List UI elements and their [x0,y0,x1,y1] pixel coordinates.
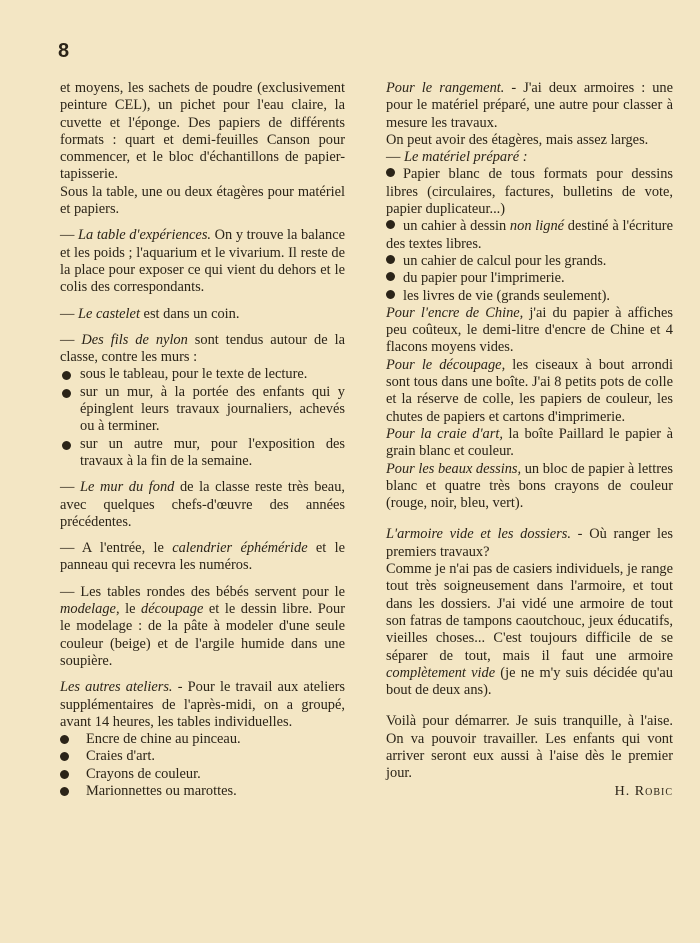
author-signature: H. Robic [614,783,673,799]
bullet-icon [386,255,395,264]
paragraph: Les autres ateliers. - Pour le travail aux ateliers supplémentaires de l'après-midi, on a groupé, avant 14 heures, les tables individuelles. [60,679,345,730]
paragraph: Pour le découpage, les ciseaux à bout arrondi sont tous dans une boîte. J'ai 8 petits pots de colle et la réserve de colle, les papiers de couleur, les chutes de papiers et cartons d'imprimerie. [386,356,674,425]
paragraph: — Le mur du fond de la classe reste très beau, avec quelques chefs-d'œuvre des années précédentes. [60,479,345,530]
bullet-icon [60,787,69,796]
bullet-icon [60,752,69,761]
paragraph: Pour la craie d'art, la boîte Paillard le papier à grain blanc et couleur. [386,425,673,460]
bullet-icon [386,272,395,281]
paragraph: — A l'entrée, le calendrier éphéméride et le panneau qui recevra les numéros. [60,540,346,574]
list-item: Craies d'art. [60,748,345,765]
list-item: Crayons de couleur. [60,766,345,783]
list-item: Marionnettes ou marottes. [60,783,345,800]
bullet-item: Papier blanc de tous formats pour dessins libres (circulaires, factures, bulletins de vote, papier duplicateur...) [386,166,673,218]
paragraph: Comme je n'ai pas de casiers individuels, je range tout très soigneusement dans l'armoire, et tout dans les dossiers. J'ai vidé une armoire de tout son fatras de tampons caoutchouc, jeux éducatifs, vieilles choses... C'est toujours difficile de se séparer de tout, mais il faut une armoire complètement vide (je ne m'y suis décidée qu'au bout de deux ans). [386,561,673,699]
paragraph: — Le matériel préparé : [386,149,528,166]
paragraph: Pour les beaux dessins, un bloc de papier à lettres blanc et quatre très bons crayons de couleur (rouge, noir, bleu, vert). [386,460,673,512]
bullet-item: sur un mur, à la portée des enfants qui y épinglent leurs travaux journaliers, achevés ou à terminer. [60,384,345,436]
bullet-icon [60,770,69,779]
page-number: 8 [58,40,70,62]
bullet-item: du papier pour l'imprimerie. [386,270,673,287]
bullet-item: les livres de vie (grands seulement). [386,288,673,305]
paragraph: — La table d'expériences. On y trouve la balance et les poids ; l'aquarium et le vivarium. Il reste de la place pour exposer ce qui vient du dehors et le colis des correspondants. [60,227,345,296]
bullet-icon [386,220,395,229]
paragraph: Pour l'encre de Chine, j'ai du papier à affiches peu coûteux, le demi-litre d'encre de Chine et 4 flacons moyens vides. [386,304,673,356]
paragraph: et moyens, les sachets de poudre (exclusivement peinture CEL), un pichet pour l'eau claire, la cuvette et l'éponge. Des papiers de différents formats : quart et demi-feuilles Canson pour commencer, et le bloc d'échantillons de papier-tapisserie. [60,80,345,183]
paragraph: On peut avoir des étagères, mais assez larges. [386,131,649,148]
paragraph: Voilà pour démarrer. Je suis tranquille, à l'aise. On va pouvoir travailler. Les enfants qui vont arriver seront eux aussi à l'aise dès le premier jour. [386,713,673,782]
left-column [60,80,345,800]
paragraph: Sous la table, une ou deux étagères pour matériel et papiers. [60,183,345,218]
bullet-icon [386,290,395,299]
atelier-list [60,731,345,800]
bullet-item: sous le tableau, pour le texte de lecture. [60,366,345,383]
bullet-icon [386,168,395,177]
bullet-item: sur un autre mur, pour l'exposition des travaux à la fin de la semaine. [60,436,345,471]
paragraph: Pour le rangement. - J'ai deux armoires : une pour le matériel préparé, une autre pour classer à mesure les travaux. [386,80,673,131]
paragraph: — Des fils de nylon sont tendus autour de la classe, contre les murs : [60,331,345,366]
paragraph: — Les tables rondes des bébés servent pour le modelage, le découpage et le dessin libre. Pour le modelage : de la pâte à modeler d'une seule couleur (beige) et de l'argile humide dans une soupière. [60,583,345,669]
bullet-item: un cahier de calcul pour les grands. [386,253,673,270]
right-column [386,80,673,800]
paragraph: L'armoire vide et les dossiers. - Où ranger les premiers travaux? [386,526,673,560]
bullet-icon [60,735,69,744]
bullet-item: un cahier à dessin non ligné destiné à l'écriture des textes libres. [386,218,673,252]
paragraph: — Le castelet est dans un coin. [60,305,240,322]
list-item: Encre de chine au pinceau. [60,731,345,748]
